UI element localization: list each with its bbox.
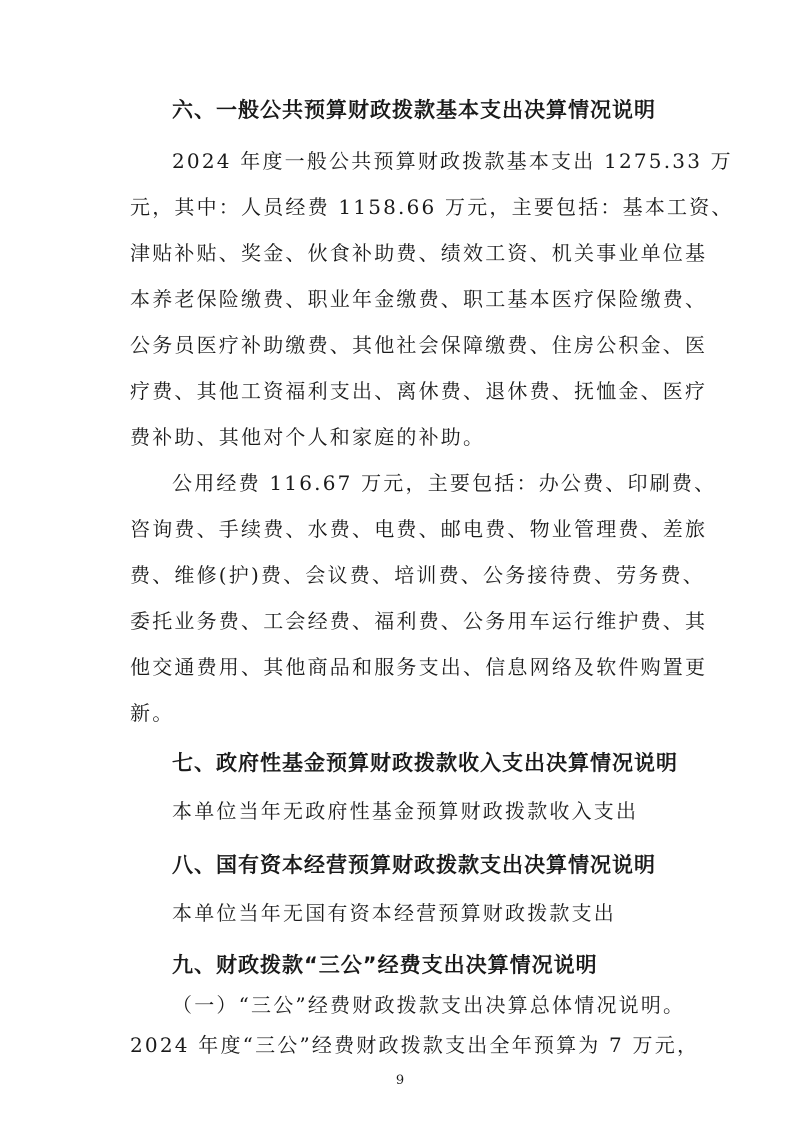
- section-6-line-1: 2024 年度一般公共预算财政拨款基本支出 1275.33 万: [172, 149, 733, 173]
- section-6-line-3: 津贴补贴、奖金、伙食补助费、绩效工资、机关事业单位基: [130, 241, 708, 265]
- section-7-heading: 七、政府性基金预算财政拨款收入支出决算情况说明: [172, 751, 678, 775]
- section-6-line-13: 新。: [130, 701, 175, 725]
- section-8-heading: 八、国有资本经营预算财政拨款支出决算情况说明: [172, 853, 656, 877]
- section-9-line-1: （一）“三公”经费财政拨款支出决算总体情况说明。: [172, 993, 686, 1017]
- section-7-line-1: 本单位当年无政府性基金预算财政拨款收入支出: [172, 799, 639, 823]
- section-6-line-2: 元，其中：人员经费 1158.66 万元，主要包括：基本工资、: [130, 195, 734, 219]
- section-6-line-11: 委托业务费、工会经费、福利费、公务用车运行维护费、其: [130, 609, 708, 633]
- section-9-heading: 九、财政拨款“三公”经费支出决算情况说明: [172, 953, 598, 977]
- section-6-line-7: 费补助、其他对个人和家庭的补助。: [130, 425, 486, 449]
- page-number: 9: [395, 1073, 405, 1088]
- section-6-line-9: 咨询费、手续费、水费、电费、邮电费、物业管理费、差旅: [130, 517, 708, 541]
- section-6-line-4: 本养老保险缴费、职业年金缴费、职工基本医疗保险缴费、: [130, 287, 708, 311]
- section-6-heading: 六、一般公共预算财政拨款基本支出决算情况说明: [172, 98, 656, 122]
- section-6-line-6: 疗费、其他工资福利支出、离休费、退休费、抚恤金、医疗: [130, 379, 708, 403]
- section-6-line-8: 公用经费 116.67 万元，主要包括：办公费、印刷费、: [172, 471, 717, 495]
- section-8-line-1: 本单位当年无国有资本经营预算财政拨款支出: [172, 901, 616, 925]
- section-9-line-2: 2024 年度“三公”经费财政拨款支出全年预算为 7 万元，: [130, 1033, 700, 1057]
- section-6-line-5: 公务员医疗补助缴费、其他社会保障缴费、住房公积金、医: [130, 333, 708, 357]
- section-6-line-12: 他交通费用、其他商品和服务支出、信息网络及软件购置更: [130, 655, 708, 679]
- section-6-line-10: 费、维修(护)费、会议费、培训费、公务接待费、劳务费、: [130, 563, 706, 587]
